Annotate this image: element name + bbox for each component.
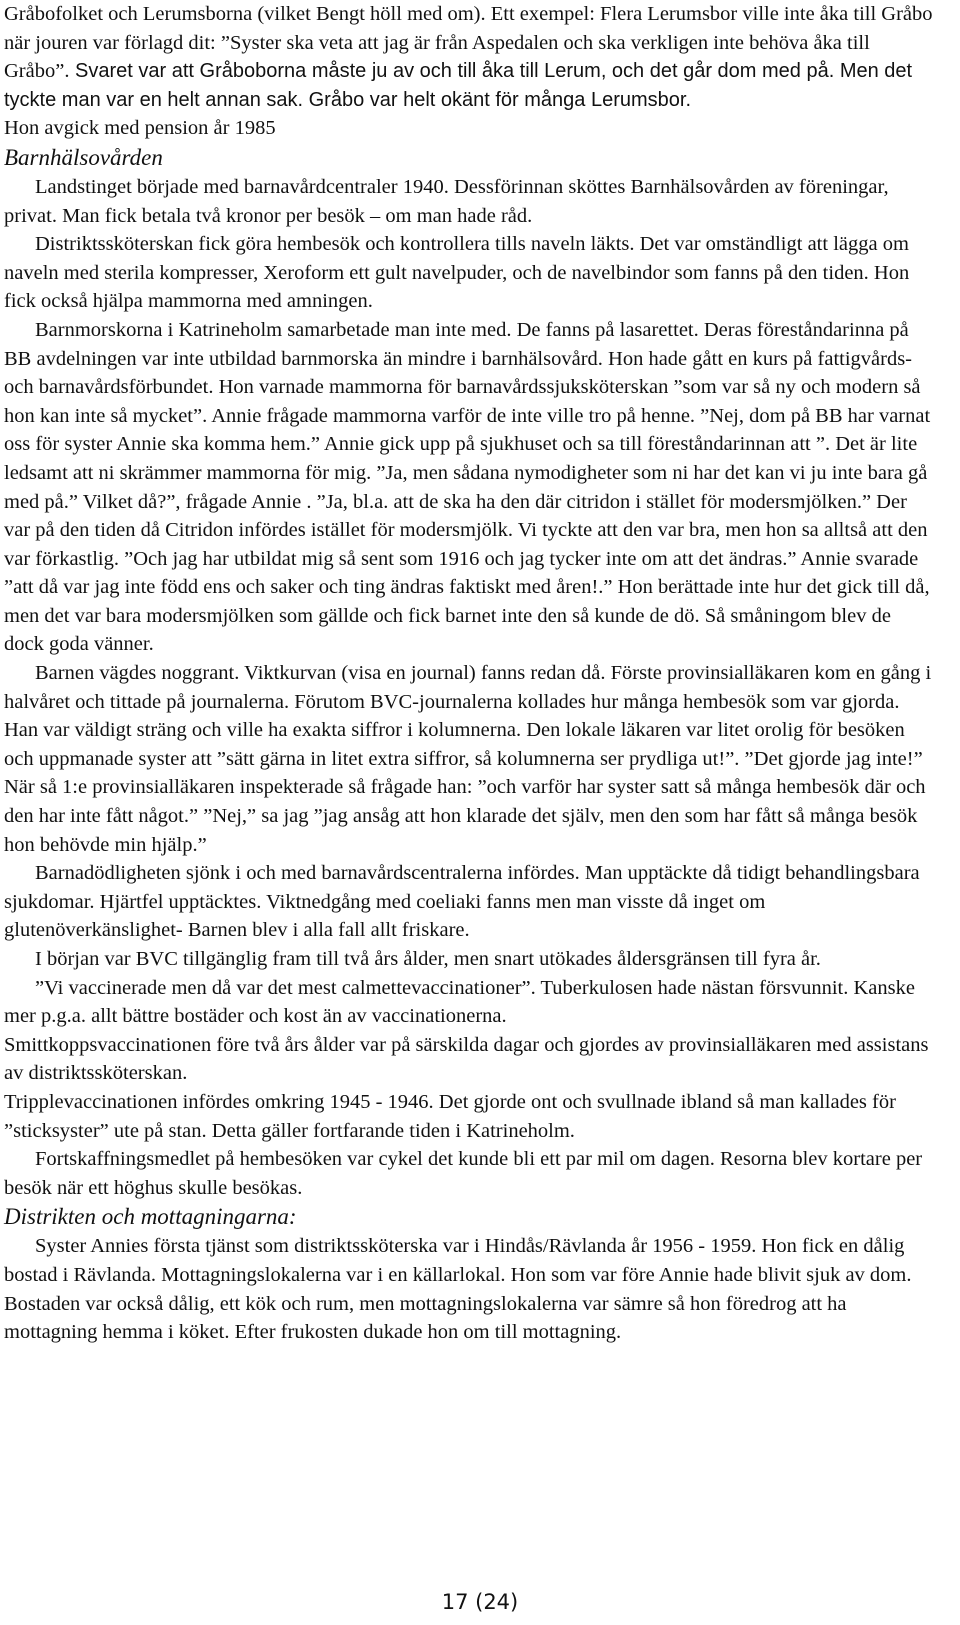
paragraph-bvc-alder: I början var BVC tillgänglig fram till två års ålder, men snart utökades åldersgränsen till fyra år. xyxy=(35,948,821,970)
pension-line: Hon avgick med pension år 1985 xyxy=(4,117,276,140)
paragraph-barnadodligheten: Barnadödligheten sjönk i och med barnavårdscentralerna infördes. Man upptäckte då tidigt behandlingsbara sjukdomar. Hjärtfel upptäcktes. Viktnedgång med coeliaki fanns men man visste då inget om glutenöverkänslighet- Barnen blev i alla fall allt friskare. xyxy=(4,862,920,942)
intro-text-serif: Gråbofolket och Lerumsborna (vilket Bengt höll med om). Ett exempel: Flera Lerumsbor ville inte åka till Gråbo när jouren var förlagd dit: ”Syster ska veta att jag är från Aspedalen och ska verkligen inte behöva åka till Gråbo”. xyxy=(4,3,933,83)
page-number: 17 (24) xyxy=(441,1590,519,1614)
document-page xyxy=(4,0,934,1347)
section-heading-distrikten: Distrikten och mottagningarna: xyxy=(4,1204,297,1230)
paragraph-distriktsskoterskan: Distriktssköterskan fick göra hembesök och kontrollera tills naveln läkts. Det var omständligt att lägga om naveln med sterila kompresser, Xeroform ett gult navelpuder, och de navelbindor som fanns på den tiden. Hon fick också hjälpa mammorna med amningen. xyxy=(4,233,910,313)
paragraph-fortskaffning: Fortskaffningsmedlet på hembesöken var cykel det kunde bli ett par mil om dagen. Resorna blev kortare per besök när ett höghus skulle besökas. xyxy=(4,1148,923,1199)
paragraph-vaccinerade: ”Vi vaccinerade men då var det mest calmettevaccinationer”. Tuberkulosen hade nästan försvunnit. Kanske mer p.g.a. allt bättre bostäder och kost än av vaccinationerna. xyxy=(4,976,915,1028)
paragraph-tripple: Tripplevaccinationen infördes omkring 1945 - 1946. Det gjorde ont och svullnade ibland så man kallades för ”sticksyster” ute på stan. Detta gäller fortfarande tiden i Katrineholm. xyxy=(4,1090,896,1142)
paragraph-landstinget: Landstinget började med barnavårdcentraler 1940. Dessförinnan sköttes Barnhälsovården av föreningar, privat. Man fick betala två kronor per besök – om man hade råd. xyxy=(4,175,889,227)
intro-paragraph xyxy=(4,0,934,114)
paragraph-barnmorskorna: Barnmorskorna i Katrineholm samarbetade man inte med. De fanns på lasarettet. Deras föreståndarinna på BB avdelningen var inte utbildad barnmorska än mindre i barnhälsovård. Hon hade gått en kurs på fattigvårds- och barnavårdsförbundet. Hon varnade mammorna för barnavårdssjuksköterskan ”som var så ny och modern så hon kan inte så mycket”. Annie frågade mammorna varför de inte ville tro på henne. ”Nej, dom på BB har varnat oss för syster Annie ska komma hem.” Annie gick upp på sjukhuset och sa till föreståndarinnan att ”. Det är lite ledsamt att ni skrämmer mammorna för mig. ”Ja, men sådana nymodigheter som ni har det kan vi ju inte bara gå med på.” Vilket då?”, frågade Annie . ”Ja, bl.a. att de ska ha den där citridon i stället för modersmjölken.” Der var på den tiden då Citridon infördes istället för modersmjölk. Vi tyckte att den var bra, men hon sa alltså att den var förkastlig. ”Och jag har utbildat mig så sent som 1916 och jag tycker inte om att det ändras.” Annie svarade ”att då var jag inte född ens och saker och ting ändras faktiskt med åren!.” Hon berättade inte hur det gick till då, men det var bara modersmjölken som gällde och fick barnet inte den så kunde de dö. Så småningom blev de dock goda vänner. xyxy=(4,318,931,656)
paragraph-distrikten: Syster Annies första tjänst som distriktssköterska var i Hindås/Rävlanda år 1956 - 1959. Hon fick en dålig bostad i Rävlanda. Mottagningslokalerna var i en källarlokal. Hon som var före Annie hade blivit sjuk av dom. Bostaden var också dålig, ett kök och rum, men mottagningslokalerna var sämre så hon föredrog att ha mottagning hemma i köket. Efter frukosten dukade hon om till mottagning. xyxy=(4,1235,912,1344)
intro-text-sans: Svaret var att Gråboborna måste ju av och till åka till Lerum, och det går dom med på. Men det tyckte man var en helt annan sak. Gråbo var helt okänt för många Lerumsbor. xyxy=(4,60,913,111)
paragraph-barnen-vagdes: Barnen vägdes noggrant. Viktkurvan (visa en journal) fanns redan då. Förste provinsialläkaren kom en gång i halvåret och tittade på journalerna. Förutom BVC-journalerna kollades hur många hembesök som var gjorda. Han var väldigt sträng och ville ha exakta siffror i kolumnerna. Den lokale läkaren var litet orolig för besöken och uppmanade syster att ”sätt gärna in litet extra siffror, så kolumnerna ser prydliga ut!”. ”Det gjorde jag inte!” När så 1:e provinsialläkaren inspekterade så frågade han: ”och varför har syster satt så många hembesök där och den har inte fått något.” ”Nej,” sa jag ”jag ansåg att hon klarade det själv, men den som har fått så många besök hon behövde min hjälp.” xyxy=(4,662,932,856)
section-heading-barnhalsovarden: Barnhälsovården xyxy=(4,144,163,170)
paragraph-smittkopp: Smittkoppsvaccinationen före två års ålder var på särskilda dagar och gjordes av provinsialläkaren med assistans av distriktssköterskan. xyxy=(4,1033,929,1085)
